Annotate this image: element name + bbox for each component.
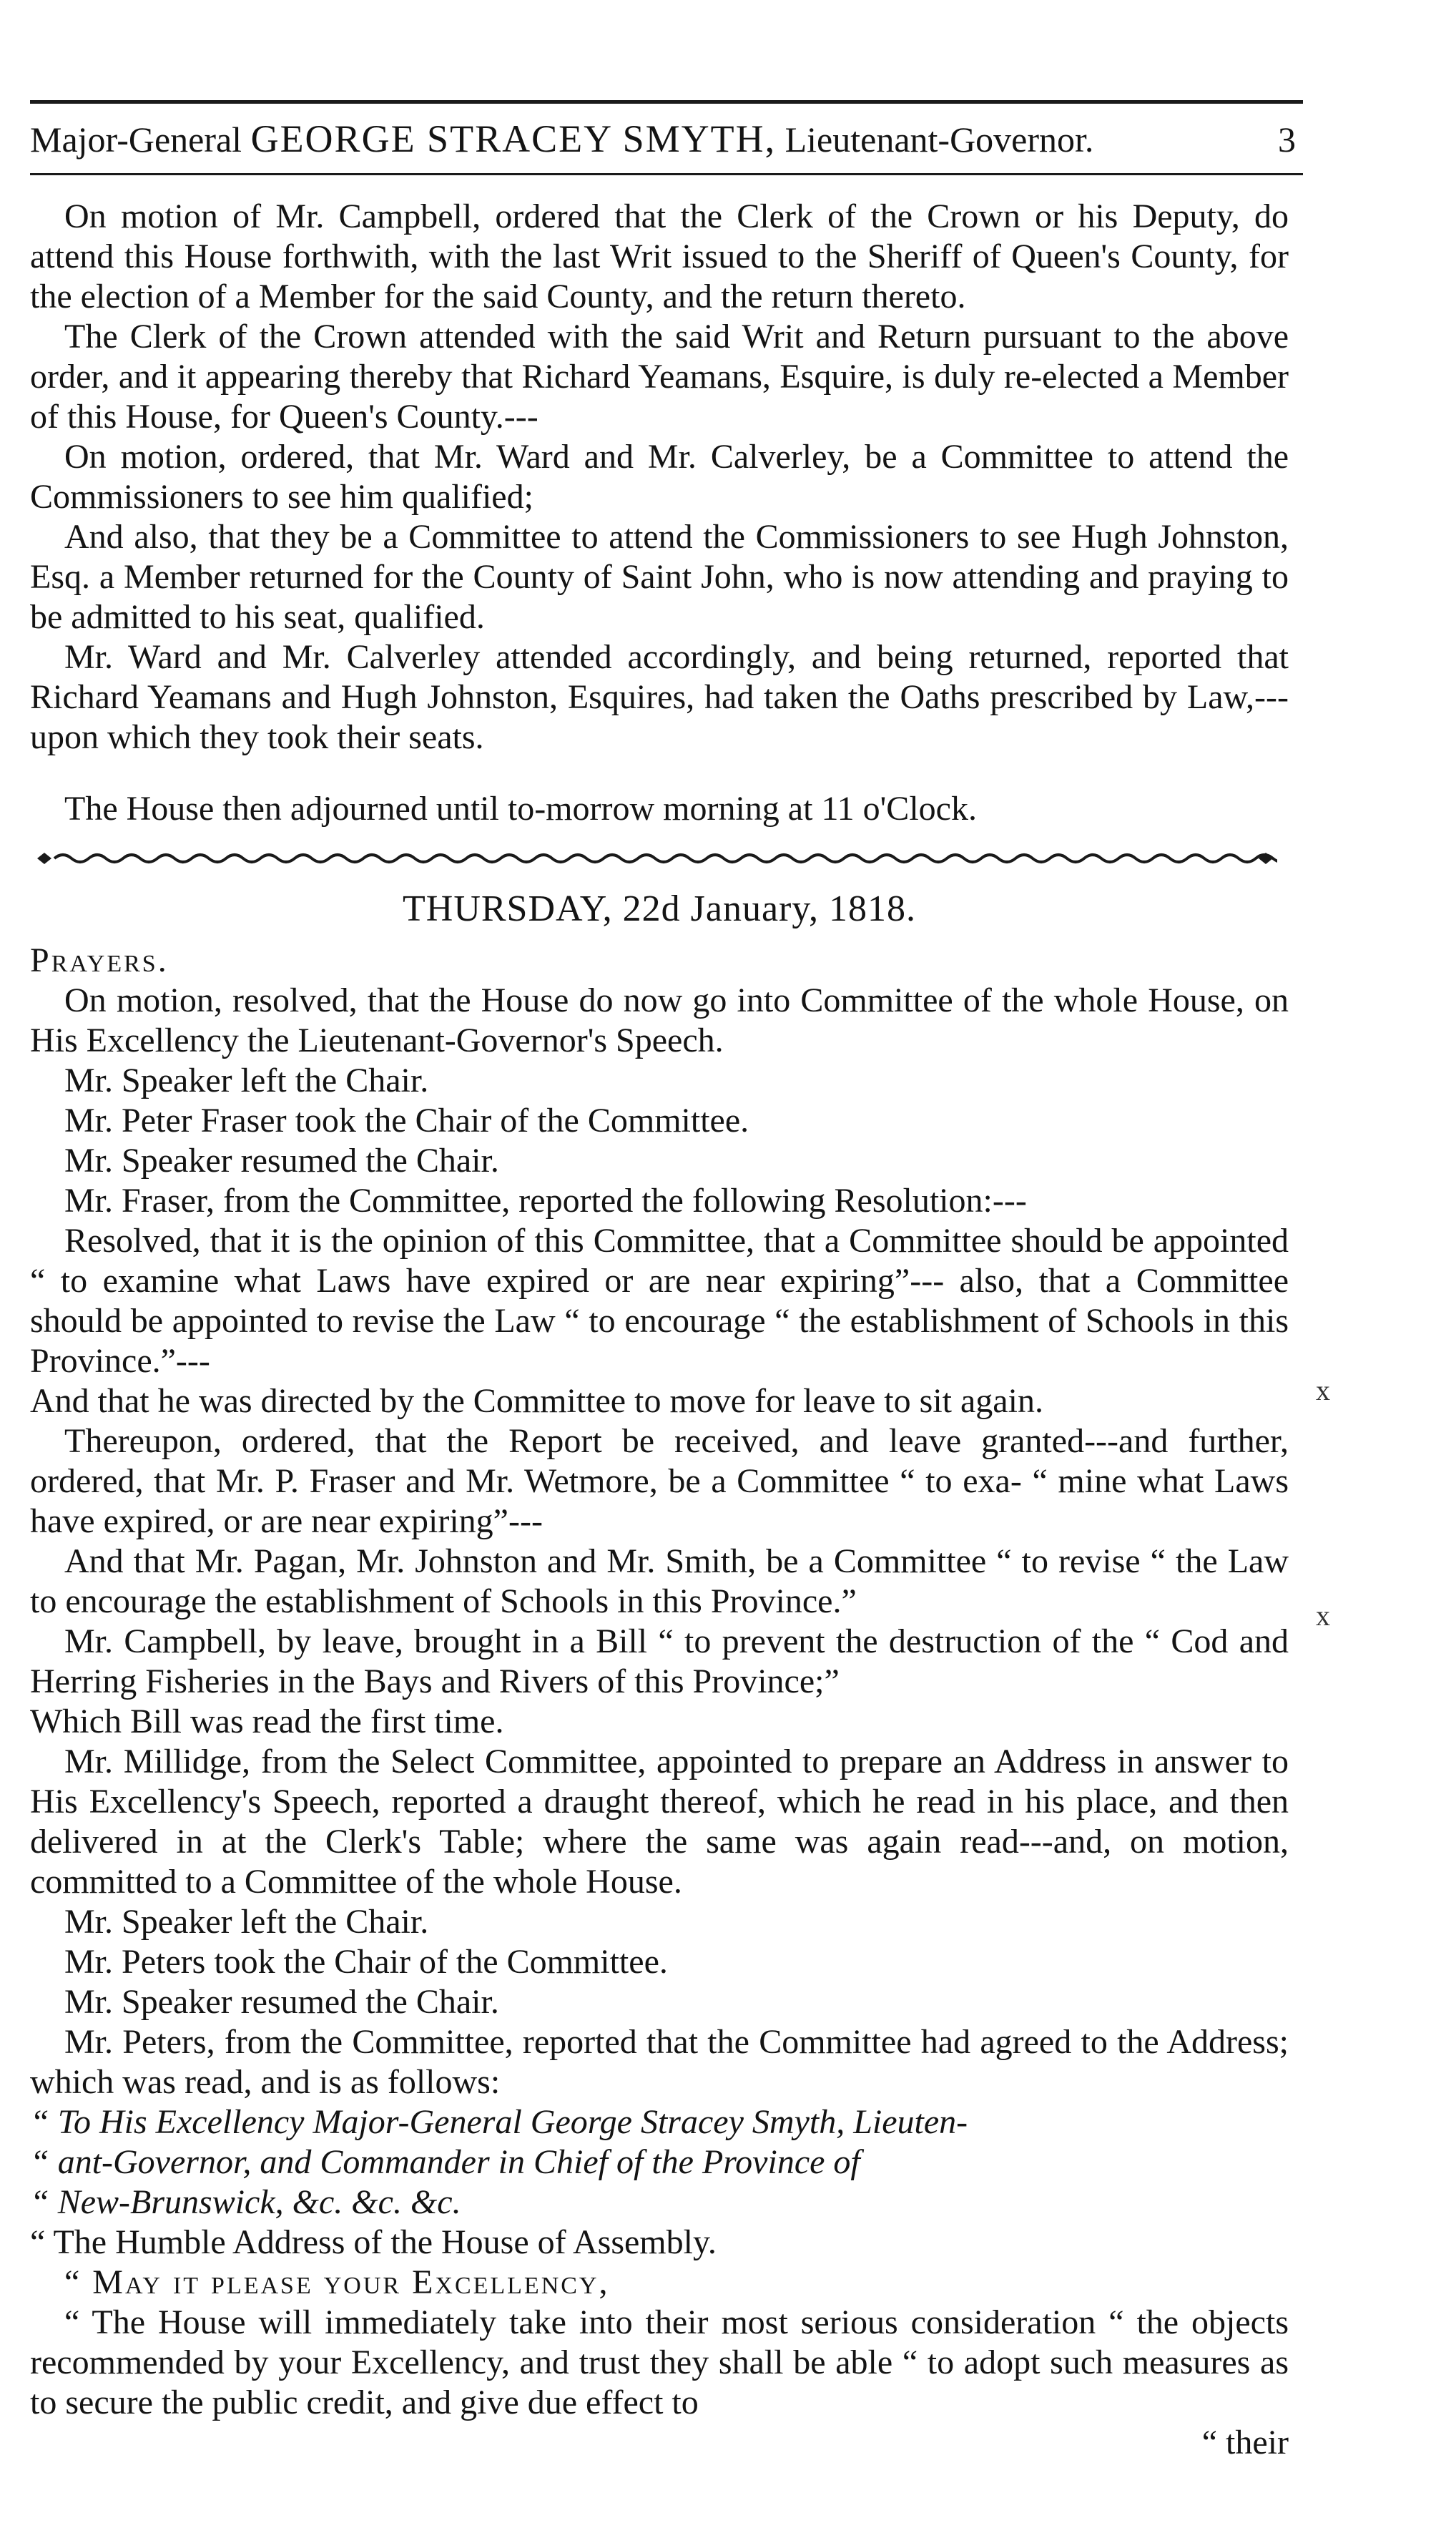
paragraph: On motion, resolved, that the House do now go into Committee of the whole House, on His Excellency the Lieutenant-Governor's Speech. (30, 981, 1289, 1060)
paragraph: Mr. Millidge, from the Select Committee, appointed to prepare an Address in answer to His Excellency's Speech, reported a draught thereof, which he read in his place, and then delivered in at the Clerk's Table; where the same was again read---and, on motion, committed to a Committee of the whole House. (30, 1743, 1289, 1901)
paragraph: And that Mr. Pagan, Mr. Johnston and Mr. Smith, be a Committee “ to revise “ the Law to encourage the establishment of Schools in this Province.” (30, 1542, 1289, 1621)
paragraph: Mr. Ward and Mr. Calverley attended accordingly, and being returned, reported that Richard Yeamans and Hugh Johnston, Esquires, had taken the Oaths prescribed by Law,---upon which they took their seats. (30, 638, 1289, 757)
paragraph: On motion, ordered, that Mr. Ward and Mr. Calverley, be a Committee to attend the Commissioners to see him qualified; (30, 438, 1289, 516)
margin-mark: x (1316, 1599, 1330, 1632)
paragraph: Mr. Peters took the Chair of the Committee. (64, 1943, 668, 1981)
address-heading-line: “ To His Excellency Major-General George Stracey Smyth, Lieuten- (30, 2103, 968, 2142)
header-office: Lieutenant-Governor. (784, 119, 1094, 160)
address-title: “ The Humble Address of the House of Assembly. (30, 2223, 717, 2262)
address-heading-line: “ New-Brunswick, &c. &c. &c. (30, 2183, 461, 2222)
paragraph: Mr. Speaker resumed the Chair. (64, 1142, 499, 1180)
running-header-title (30, 118, 1093, 160)
address-salutation: “ May it please your Excellency, (64, 2263, 610, 2302)
paragraph: And that he was directed by the Committee to move for leave to sit again. (30, 1382, 1043, 1421)
prayers-label: Prayers. (30, 941, 169, 980)
paragraph: Mr. Peter Fraser took the Chair of the Committee. (64, 1102, 749, 1140)
paragraph: Mr. Speaker left the Chair. (64, 1903, 429, 1941)
paragraph: On motion of Mr. Campbell, ordered that the Clerk of the Crown or his Deputy, do attend this House forthwith, with the last Writ issued to the Sheriff of Queen's County, for the election of a Member for the said County, and the return thereto. (30, 197, 1289, 316)
ornamental-divider (33, 849, 1277, 868)
header-name: GEORGE STRACEY SMYTH, (250, 117, 777, 160)
paragraph: Resolved, that it is the opinion of this Committee, that a Committee should be appointed “ to examine what Laws have expired or are near expiring”--- also, that a Committee should be appointed to revise the Law “ to encourage “ the establishment of Schools in this Province.”--- (30, 1222, 1289, 1381)
paragraph: “ The House will immediately take into their most serious consideration “ the objects recommended by your Excellency, and trust they shall be able “ to adopt such measures as to secure the public credit, and give due effect to (30, 2303, 1289, 2422)
header-rank: Major-General (30, 119, 242, 160)
paragraph: The Clerk of the Crown attended with the said Writ and Return pursuant to the above order, and it appearing thereby that Richard Yeamans, Esquire, is duly re-elected a Member of this House, for Queen's County.--- (30, 318, 1289, 436)
header-rule-bottom (30, 173, 1303, 175)
header-rule-top (30, 100, 1303, 104)
day-heading: THURSDAY, 22d January, 1818. (403, 888, 916, 930)
paragraph: Thereupon, ordered, that the Report be received, and leave granted---and further, ordered, that Mr. P. Fraser and Mr. Wetmore, be a Committee “ to exa- “ mine what Laws have expired, or are near expiring”--- (30, 1422, 1289, 1541)
paragraph: And also, that they be a Committee to attend the Commissioners to see Hugh Johnston, Esq. a Member returned for the County of Saint John, who is now attending and praying to be admitted to his seat, qualified. (30, 518, 1289, 637)
paragraph: Mr. Campbell, by leave, brought in a Bill “ to prevent the destruction of the “ Cod and Herring Fisheries in the Bays and Rivers of this Province;” (30, 1622, 1289, 1701)
paragraph: Mr. Fraser, from the Committee, reported the following Resolution:--- (64, 1182, 1027, 1220)
paragraph: Mr. Speaker left the Chair. (64, 1062, 429, 1100)
page-number: 3 (1278, 119, 1296, 160)
adjournment-line: The House then adjourned until to-morrow morning at 11 o'Clock. (64, 790, 977, 828)
address-heading-line: “ ant-Governor, and Commander in Chief of the Province of (30, 2143, 860, 2182)
catchword: “ their (1201, 2424, 1289, 2462)
paragraph: Mr. Speaker resumed the Chair. (64, 1983, 499, 2022)
paragraph: Which Bill was read the first time. (30, 1702, 504, 1741)
running-header (30, 118, 1303, 160)
margin-mark: x (1316, 1374, 1330, 1406)
body-text (30, 197, 1289, 2463)
paragraph: Mr. Peters, from the Committee, reported that the Committee had agreed to the Address; which was read, and is as follows: (30, 2023, 1289, 2102)
